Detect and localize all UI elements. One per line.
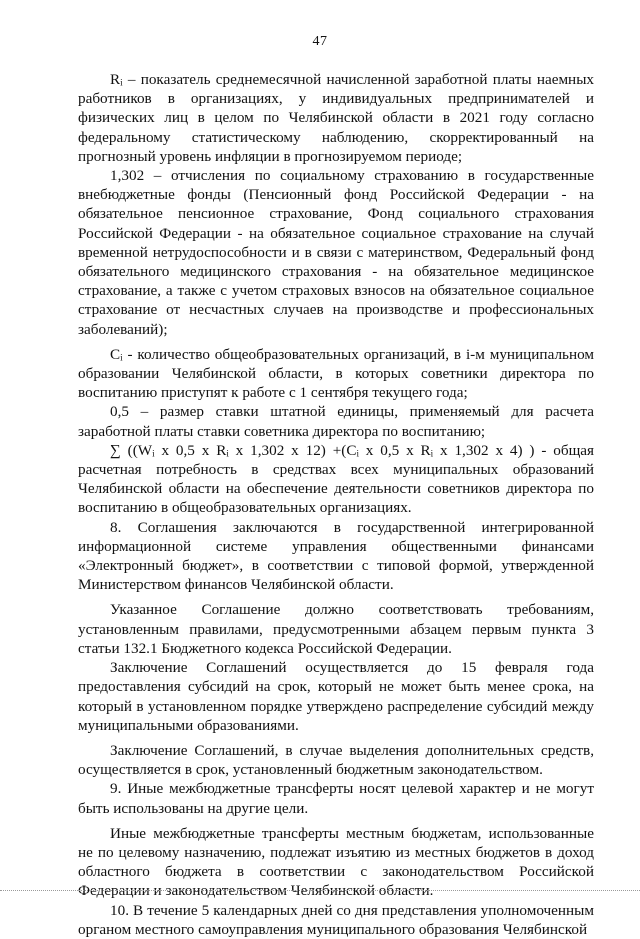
paragraph-formula-sum: ∑ ((Wᵢ x 0,5 x Rᵢ x 1,302 x 12) +(Cᵢ x 0,5 x Rᵢ x 1,302 x 4) ) - общая расчетная потребность в средствах всех муниципальных образований Челябинской области на обеспечение деятельности советников директора по воспитанию в общеобразовательных организациях. xyxy=(78,441,594,517)
paragraph-misuse-transfers: Иные межбюджетные трансферты местным бюджетам, использованные не по целевому назначению, подлежат изъятию из местных бюджетов в доход областного бюджета в соответствии с законодательством Российской Федерации и законодательством Челябинской области. xyxy=(78,824,594,900)
document-body xyxy=(78,70,594,939)
paragraph-rate-definition: 0,5 – размер ставки штатной единицы, применяемый для расчета заработной платы ставки советника директора по воспитанию; xyxy=(78,403,594,440)
scan-bottom-line xyxy=(0,890,640,892)
paragraph-item-9: 9. Иные межбюджетные трансферты носят целевой характер и не могут быть использованы на другие цели. xyxy=(78,780,594,817)
paragraph-additional-funds: Заключение Соглашений, в случае выделения дополнительных средств, осуществляется в срок, установленный бюджетным законодательством. xyxy=(78,741,594,779)
paragraph-item-10: 10. В течение 5 календарных дней со дня представления уполномоченным органом местного самоуправления муниципального образования Челябинской xyxy=(78,901,594,938)
paragraph-agreement-requirements: Указанное Соглашение должно соответствовать требованиям, установленным правилами, предусмотренными абзацем первым пункта 3 статьи 132.1 Бюджетного кодекса Российской Федерации. xyxy=(78,601,594,657)
paragraph-social-insurance: 1,302 – отчисления по социальному страхованию в государственные внебюджетные фонды (Пенсионный фонд Российской Федерации - на обязательное пенсионное страхование, Фонд социального страхования Российской Федерации - на обязательное социальное страхование на случай временной нетрудоспособности и в связи с материнством, Федеральный фонд обязательного медицинского страхования - на обязательное медицинское страхование, а также с учетом страховых взносов на обязательное социальное страхование от несчастных случаев на производстве и профессиональных заболеваний); xyxy=(78,167,594,338)
paragraph-r-definition: Rᵢ – показатель среднемесячной начисленной заработной платы наемных работников в организациях, у индивидуальных предпринимателей и физических лиц в целом по Челябинской области в 2021 году согласно федеральному статистическому наблюдению, скорректированный на прогнозный уровень инфляции в прогнозируемом периоде; xyxy=(78,71,594,165)
paragraph-c-definition: Cᵢ - количество общеобразовательных организаций, в i-м муниципальном образовании Челябинской области, в которых советники директора по воспитанию приступят к работе с 1 сентября текущего года; xyxy=(78,345,594,402)
paragraph-item-8: 8. Соглашения заключаются в государственной интегрированной информационной системе управления общественными финансами «Электронный бюджет», в соответствии с типовой формой, утвержденной Министерством финансов Челябинской области. xyxy=(78,518,594,594)
page-number: 47 xyxy=(312,34,328,49)
paragraph-agreement-deadline: Заключение Соглашений осуществляется до 15 февраля года предоставления субсидий на срок, который не может быть менее срока, на который в установленном порядке утверждено распределение субсидий между муниципальными образованиями. xyxy=(78,659,594,734)
